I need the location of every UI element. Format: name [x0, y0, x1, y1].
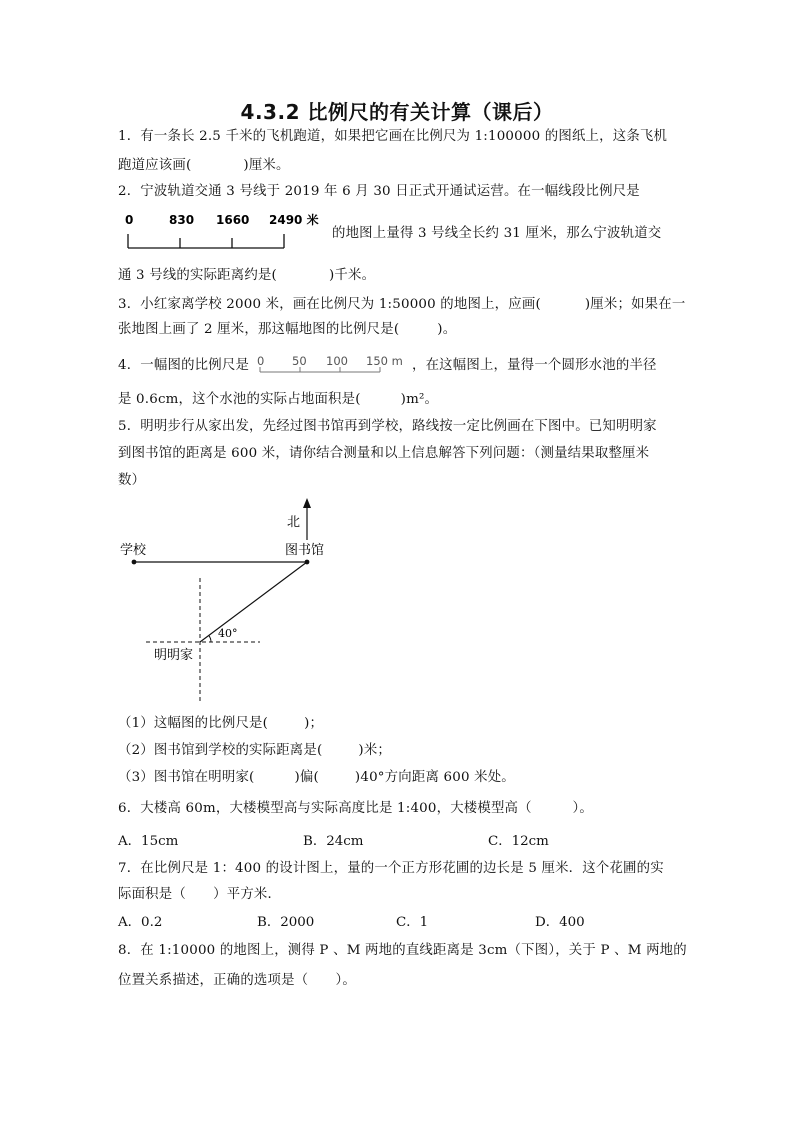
library-label: 图书馆 — [285, 543, 325, 558]
q4-text-b: )m²。 — [400, 392, 439, 407]
q4-scale-label: 100 — [326, 354, 348, 368]
school-label: 学校 — [120, 543, 147, 558]
q4-scale-label: 50 — [292, 354, 307, 368]
q6-option-c[interactable]: C．12cm — [488, 834, 549, 849]
north-arrowhead-icon — [303, 498, 311, 508]
q4-line2 — [118, 391, 438, 409]
home-library-route — [200, 562, 307, 642]
q7-line1: 7．在比例尺是 1：400 的设计图上，量的一个正方形花圃的边长是 5 厘米．这个花圃的实 — [118, 861, 664, 876]
q7-option-b[interactable]: B．2000 — [257, 915, 315, 930]
q7-line2: 际面积是（ ）平方米． — [118, 887, 282, 902]
q2-scale-label: 2490 米 — [269, 213, 319, 227]
q1-line1: 1．有一条长 2.5 千米的飞机跑道，如果把它画在比例尺为 1:100000 的图纸上，这条飞机 — [118, 129, 668, 144]
page-title: 4.3.2 比例尺的有关计算（课后） — [240, 100, 554, 124]
q4-scale-label: 150 m — [366, 354, 403, 368]
q2-scale-bar — [118, 208, 328, 256]
q2-line3 — [118, 267, 375, 285]
angle-arc — [209, 635, 211, 642]
q5-sub1 — [118, 715, 323, 733]
q4-scale-label: 0 — [257, 354, 265, 368]
q8-line2: 位置关系描述，正确的选项是（ ）。 — [118, 973, 356, 988]
q4-line1a: 4．一幅图的比例尺是 — [118, 358, 250, 373]
q5-sub3-text-c: )40°方向距离 600 米处。 — [354, 770, 515, 785]
q3-text-c: 张地图上画了 2 厘米，那这幅地图的比例尺是( — [118, 322, 400, 337]
q2-line2: 的地图上量得 3 号线全长约 31 厘米，那么宁波轨道交 — [332, 226, 662, 241]
q5-sub2-text-a: （2）图书馆到学校的实际距离是( — [118, 743, 323, 758]
angle-label: 40° — [218, 627, 238, 640]
q3-text-d: )。 — [437, 322, 457, 337]
q5-sub3-text-b: )偏( — [294, 770, 319, 785]
q7-option-d[interactable]: D．400 — [535, 915, 585, 930]
q2-scale-label: 0 — [125, 213, 134, 227]
q5-sub3-text-a: （3）图书馆在明明家( — [118, 770, 255, 785]
q5-route-figure — [110, 492, 370, 707]
q5-sub2-text-b: )米； — [358, 743, 392, 758]
q1-text-b: )厘米。 — [243, 158, 290, 173]
q3-line1 — [118, 296, 685, 314]
home-label: 明明家 — [154, 648, 194, 663]
q4-text-a: 是 0.6cm，这个水池的实际占地面积是( — [118, 392, 361, 407]
q4-line1b: ，在这幅图上，量得一个圆形水池的半径 — [412, 358, 657, 373]
q8-line1: 8．在 1:10000 的地图上，测得 P 、M 两地的直线距离是 3cm（下图），关于 P 、M 两地的 — [118, 943, 687, 958]
q5-sub2 — [118, 742, 391, 760]
q7-option-c[interactable]: C．1 — [396, 915, 429, 930]
q3-line2 — [118, 321, 456, 339]
school-point — [132, 560, 137, 565]
q2-scale-label: 1660 — [216, 213, 250, 227]
q6-option-a[interactable]: A．15cm — [118, 834, 179, 849]
q1-text-a: 跑道应该画( — [118, 158, 192, 173]
q3-text-b: )厘米；如果在一 — [584, 297, 686, 312]
q2-scale-label: 830 — [169, 213, 195, 227]
q5-sub1-text-a: （1）这幅图的比例尺是( — [118, 716, 269, 731]
q6-option-b[interactable]: B．24cm — [303, 834, 364, 849]
q5-sub1-text-b: )； — [304, 716, 324, 731]
q2-text-a: 通 3 号线的实际距离约是( — [118, 268, 277, 283]
q5-line1: 5．明明步行从家出发，先经过图书馆再到学校，路线按一定比例画在下图中。已知明明家 — [118, 419, 657, 434]
q1-line2 — [118, 157, 290, 175]
q6-line1: 6．大楼高 60m，大楼模型高与实际高度比是 1:400，大楼模型高（ ）。 — [118, 801, 593, 816]
q5-line2: 到图书馆的距离是 600 米，请你结合测量和以上信息解答下列问题：（测量结果取整厘米 — [118, 446, 650, 461]
q5-line3: 数） — [118, 473, 146, 488]
q7-option-a[interactable]: A．0.2 — [118, 915, 163, 930]
q5-sub3 — [118, 769, 515, 787]
q2-line1: 2．宁波轨道交通 3 号线于 2019 年 6 月 30 日正式开通试运营。在一幅线段比例尺是 — [118, 184, 640, 199]
q2-text-b: )千米。 — [328, 268, 376, 283]
q3-text-a: 3．小红家离学校 2000 米，画在比例尺为 1:50000 的地图上，应画( — [118, 297, 541, 312]
north-label: 北 — [287, 515, 301, 530]
q4-scale-bar — [254, 354, 414, 378]
